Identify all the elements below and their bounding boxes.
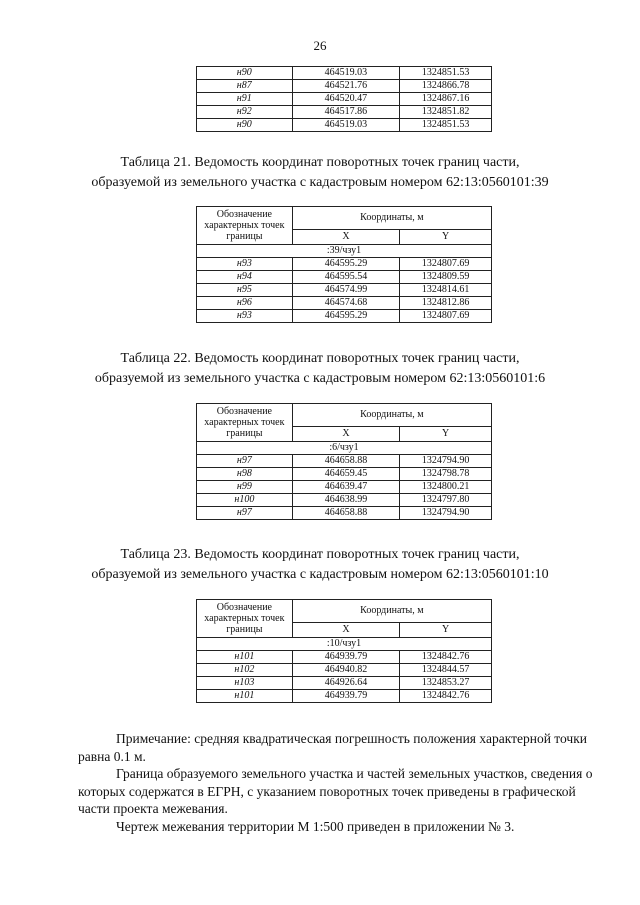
- caption-line: Таблица 22. Ведомость координат поворотных точек границ части,: [120, 351, 520, 366]
- boundary-paragraph: Граница образуемого земельного участка и частей земельных участков, сведения о которых содержатся в ЕГРН, с указанием поворотных точек приведены в графической части проекта межевания.: [78, 766, 593, 816]
- header-x: X: [292, 230, 400, 245]
- point-cell: н97: [197, 507, 293, 520]
- y-cell: 1324844.57: [400, 664, 492, 677]
- y-cell: 1324842.76: [400, 651, 492, 664]
- header-y: Y: [400, 230, 492, 245]
- y-cell: 1324809.59: [400, 271, 492, 284]
- table-row: [197, 455, 492, 468]
- table-row: [197, 67, 492, 80]
- x-cell: 464926.64: [292, 677, 400, 690]
- table-body: [197, 638, 492, 703]
- table-row: [197, 664, 492, 677]
- table-body: [197, 245, 492, 323]
- header-y: Y: [400, 623, 492, 638]
- table-21: [196, 206, 492, 323]
- header-x: X: [292, 427, 400, 442]
- zone-label: :10/чзу1: [197, 638, 492, 651]
- table-row: [197, 690, 492, 703]
- x-cell: 464521.76: [292, 80, 400, 93]
- point-cell: н95: [197, 284, 293, 297]
- point-cell: н103: [197, 677, 293, 690]
- point-cell: н92: [197, 106, 293, 119]
- point-cell: н90: [197, 119, 293, 132]
- point-cell: н99: [197, 481, 293, 494]
- table-row: [197, 297, 492, 310]
- header-coords: Координаты, м: [292, 404, 491, 427]
- drawing-paragraph: Чертеж межевания территории М 1:500 приведен в приложении № 3.: [116, 818, 515, 834]
- table-row: [197, 271, 492, 284]
- point-cell: н93: [197, 310, 293, 323]
- table-23-caption: [60, 545, 580, 585]
- point-cell: н102: [197, 664, 293, 677]
- caption-line: Таблица 21. Ведомость координат поворотных точек границ части,: [120, 155, 520, 170]
- point-cell: н101: [197, 690, 293, 703]
- y-cell: 1324794.90: [400, 455, 492, 468]
- x-cell: 464520.47: [292, 93, 400, 106]
- x-cell: 464595.54: [292, 271, 400, 284]
- point-cell: н96: [197, 297, 293, 310]
- y-cell: 1324807.69: [400, 258, 492, 271]
- x-cell: 464595.29: [292, 258, 400, 271]
- table-row: [197, 258, 492, 271]
- table-row: [197, 494, 492, 507]
- x-cell: 464658.88: [292, 507, 400, 520]
- header-point: Обозначение характерных точек границы: [197, 600, 293, 638]
- table-row: [197, 106, 492, 119]
- y-cell: 1324814.61: [400, 284, 492, 297]
- point-cell: н94: [197, 271, 293, 284]
- y-cell: 1324853.27: [400, 677, 492, 690]
- table-22: [196, 403, 492, 520]
- y-cell: 1324798.78: [400, 468, 492, 481]
- y-cell: 1324800.21: [400, 481, 492, 494]
- y-cell: 1324851.53: [400, 119, 492, 132]
- table-row: [197, 651, 492, 664]
- x-cell: 464658.88: [292, 455, 400, 468]
- table-row: [197, 80, 492, 93]
- point-cell: н91: [197, 93, 293, 106]
- table-row: [197, 507, 492, 520]
- table-row: [197, 468, 492, 481]
- table-20-tail: [196, 66, 492, 132]
- y-cell: 1324851.82: [400, 106, 492, 119]
- header-x: X: [292, 623, 400, 638]
- caption-line: Таблица 23. Ведомость координат поворотных точек границ части,: [120, 547, 520, 562]
- x-cell: 464939.79: [292, 651, 400, 664]
- y-cell: 1324794.90: [400, 507, 492, 520]
- point-cell: н100: [197, 494, 293, 507]
- table-row: [197, 310, 492, 323]
- table-21-caption: [60, 153, 580, 193]
- table-row: [197, 119, 492, 132]
- table-row: [197, 284, 492, 297]
- header-point: Обозначение характерных точек границы: [197, 207, 293, 245]
- zone-label: :6/чзу1: [197, 442, 492, 455]
- y-cell: 1324807.69: [400, 310, 492, 323]
- y-cell: 1324842.76: [400, 690, 492, 703]
- y-cell: 1324812.86: [400, 297, 492, 310]
- table-row: [197, 677, 492, 690]
- x-cell: 464940.82: [292, 664, 400, 677]
- y-cell: 1324866.78: [400, 80, 492, 93]
- x-cell: 464519.03: [292, 67, 400, 80]
- table-header: [197, 600, 492, 638]
- table-23: [196, 599, 492, 703]
- x-cell: 464659.45: [292, 468, 400, 481]
- x-cell: 464517.86: [292, 106, 400, 119]
- header-y: Y: [400, 427, 492, 442]
- header-coords: Координаты, м: [292, 600, 491, 623]
- caption-line: образуемой из земельного участка с кадастровым номером 62:13:0560101:39: [91, 175, 549, 190]
- point-cell: н90: [197, 67, 293, 80]
- table-header: [197, 207, 492, 245]
- table-row: [197, 93, 492, 106]
- caption-line: образуемой из земельного участка с кадастровым номером 62:13:0560101:10: [91, 567, 549, 582]
- y-cell: 1324851.53: [400, 67, 492, 80]
- x-cell: 464574.99: [292, 284, 400, 297]
- table-22-caption: [60, 349, 580, 389]
- table-header: [197, 404, 492, 442]
- point-cell: н93: [197, 258, 293, 271]
- point-cell: н98: [197, 468, 293, 481]
- point-cell: н101: [197, 651, 293, 664]
- x-cell: 464939.79: [292, 690, 400, 703]
- header-coords: Координаты, м: [292, 207, 491, 230]
- x-cell: 464595.29: [292, 310, 400, 323]
- table-row: [197, 481, 492, 494]
- x-cell: 464519.03: [292, 119, 400, 132]
- point-cell: н97: [197, 455, 293, 468]
- header-point: Обозначение характерных точек границы: [197, 404, 293, 442]
- y-cell: 1324797.80: [400, 494, 492, 507]
- table-20-body: [197, 67, 492, 132]
- x-cell: 464639.47: [292, 481, 400, 494]
- x-cell: 464574.68: [292, 297, 400, 310]
- zone-label: :39/чзу1: [197, 245, 492, 258]
- table-body: [197, 442, 492, 520]
- y-cell: 1324867.16: [400, 93, 492, 106]
- note-paragraph: Примечание: средняя квадратическая погрешность положения характерной точки равна 0.1 м.: [78, 731, 587, 764]
- point-cell: н87: [197, 80, 293, 93]
- notes-section: [78, 730, 602, 835]
- page-number: 26: [313, 38, 327, 53]
- caption-line: образуемой из земельного участка с кадастровым номером 62:13:0560101:6: [94, 371, 546, 386]
- x-cell: 464638.99: [292, 494, 400, 507]
